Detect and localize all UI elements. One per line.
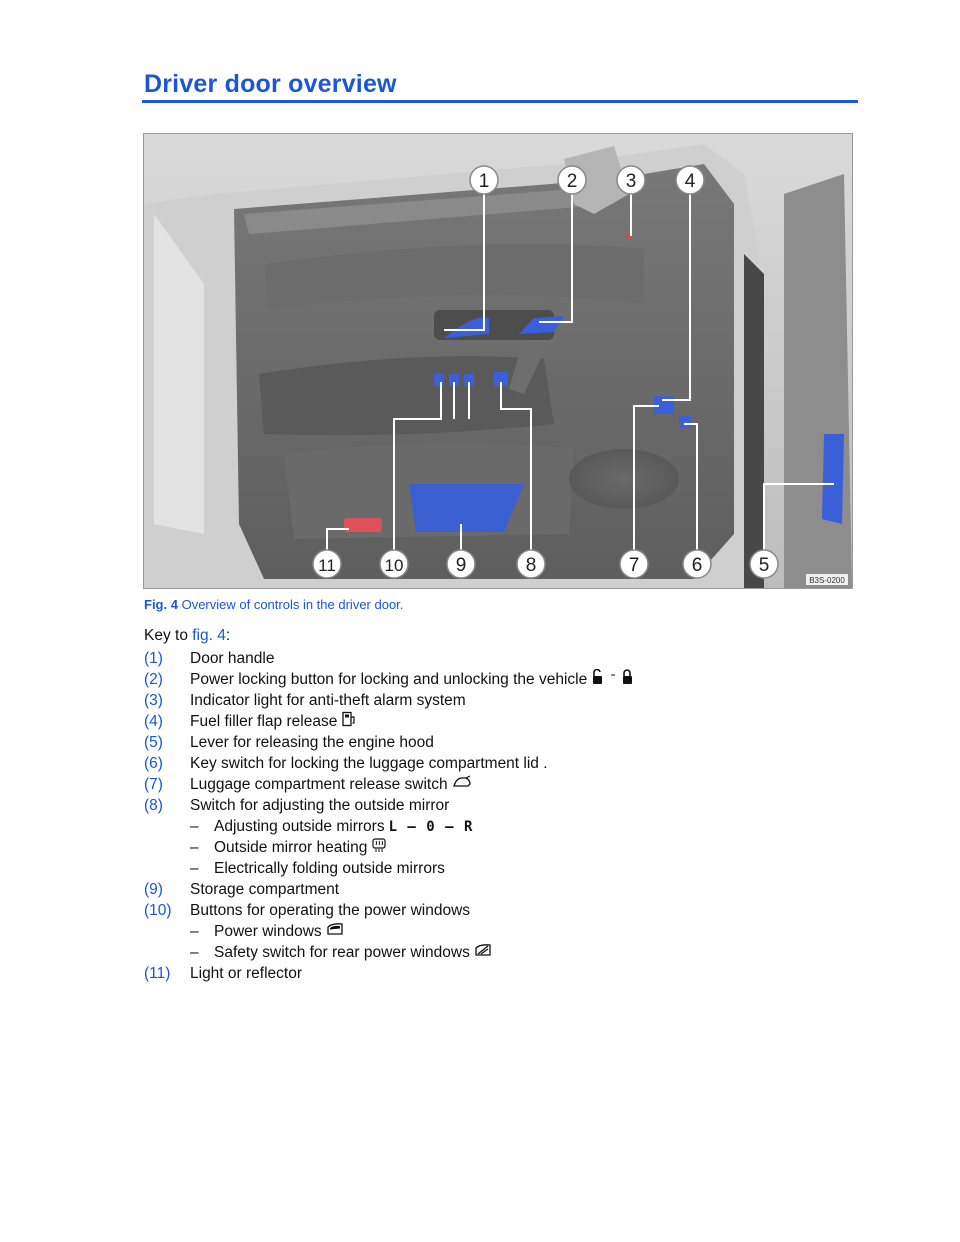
key-text: Buttons for operating the power windows: [190, 902, 471, 919]
callout-2: [558, 166, 586, 194]
image-code-label: [806, 574, 848, 585]
key-subtext: Safety switch for rear power windows: [214, 944, 470, 961]
key-number: (4): [144, 713, 163, 730]
key-subitem: – Safety switch for rear power windows: [144, 942, 844, 963]
svg-text:6: 6: [691, 555, 703, 576]
caption-text: Overview of controls in the driver door.: [181, 597, 404, 612]
key-number: (2): [144, 671, 163, 688]
power-window-icon: [326, 921, 344, 942]
svg-text:4: 4: [684, 171, 696, 192]
key-subtext: Power windows: [214, 923, 322, 940]
key-item-4: [144, 711, 844, 732]
key-text: Lever for releasing the engine hood: [190, 734, 434, 751]
svg-text:B3S-0200: B3S-0200: [809, 576, 845, 585]
key-subtext: Adjusting outside mirrors: [214, 818, 385, 835]
svg-text:7: 7: [628, 555, 640, 576]
key-list: [144, 648, 844, 984]
lock-unlock-icon: [591, 669, 637, 691]
key-item-5: [144, 732, 844, 753]
key-item-6: [144, 753, 844, 774]
key-text: Light or reflector: [190, 965, 302, 982]
callout-11: [313, 550, 341, 578]
svg-text:5: 5: [758, 555, 770, 576]
key-number: (8): [144, 797, 163, 814]
key-item-2: [144, 669, 844, 690]
caption-label: Fig. 4: [144, 597, 178, 612]
mirror-selector-positions: L – 0 – R: [388, 819, 474, 835]
key-number: (7): [144, 776, 163, 793]
svg-text:1: 1: [478, 171, 490, 192]
key-number: (5): [144, 734, 163, 751]
callout-7: [620, 550, 648, 578]
svg-text:10: 10: [384, 556, 404, 575]
svg-text:2: 2: [566, 171, 578, 192]
window-lock-icon: [474, 942, 492, 963]
mirror-heating-icon: [371, 837, 387, 859]
callout-9: [447, 550, 475, 578]
key-subtext: Outside mirror heating: [214, 839, 368, 857]
key-item-1: [144, 648, 844, 669]
page-title: Driver door overview: [144, 70, 397, 98]
key-item-10: [144, 900, 844, 921]
key-text: Fuel filler flap release: [190, 713, 338, 731]
callout-3: [617, 166, 645, 194]
svg-text:11: 11: [318, 556, 336, 575]
key-item-3: [144, 690, 844, 711]
trunk-release-icon: [452, 774, 472, 795]
key-item-11: [144, 963, 844, 984]
title-underline: [142, 100, 858, 103]
callout-5: [750, 550, 778, 578]
callout-8: [517, 550, 545, 578]
key-text: Door handle: [190, 650, 275, 667]
key-number: (10): [144, 902, 172, 919]
key-text: Switch for adjusting the outside mirror: [190, 797, 450, 814]
svg-text:3: 3: [625, 171, 637, 192]
fuel-flap-icon: [341, 711, 357, 733]
callout-1: [470, 166, 498, 194]
key-subitem: – Adjusting outside mirrors L – 0 – R: [190, 818, 474, 835]
key-text: Luggage compartment release switch: [190, 776, 448, 793]
svg-text:9: 9: [455, 555, 467, 576]
callout-10: [380, 550, 408, 578]
key-item-8: [144, 795, 844, 816]
key-item-9: [144, 879, 844, 900]
callout-4: [676, 166, 704, 194]
figure-reference-link[interactable]: fig. 4: [192, 627, 226, 644]
key-intro: Key to fig. 4:: [144, 627, 231, 644]
key-subitem: – Electrically folding outside mirrors: [190, 860, 445, 877]
figure-caption: [144, 597, 403, 612]
key-number: (1): [144, 650, 163, 667]
callout-6: [683, 550, 711, 578]
key-subitem: – Power windows: [144, 921, 844, 942]
key-number: (3): [144, 692, 163, 709]
key-text: Indicator light for anti-theft alarm system: [190, 692, 466, 709]
key-number: (6): [144, 755, 163, 772]
door-illustration: [144, 134, 852, 588]
key-text: Key switch for locking the luggage compartment lid .: [190, 755, 548, 772]
door-overview-figure: [143, 133, 853, 589]
key-text: Power locking button for locking and unlocking the vehicle: [190, 671, 588, 689]
key-item-7: [144, 774, 844, 795]
key-number: (11): [144, 965, 171, 982]
key-subtext: Electrically folding outside mirrors: [214, 860, 445, 877]
key-text: Storage compartment: [190, 881, 340, 898]
key-number: (9): [144, 881, 163, 898]
key-subitem: – Outside mirror heating: [144, 837, 844, 858]
svg-text:8: 8: [525, 555, 537, 576]
